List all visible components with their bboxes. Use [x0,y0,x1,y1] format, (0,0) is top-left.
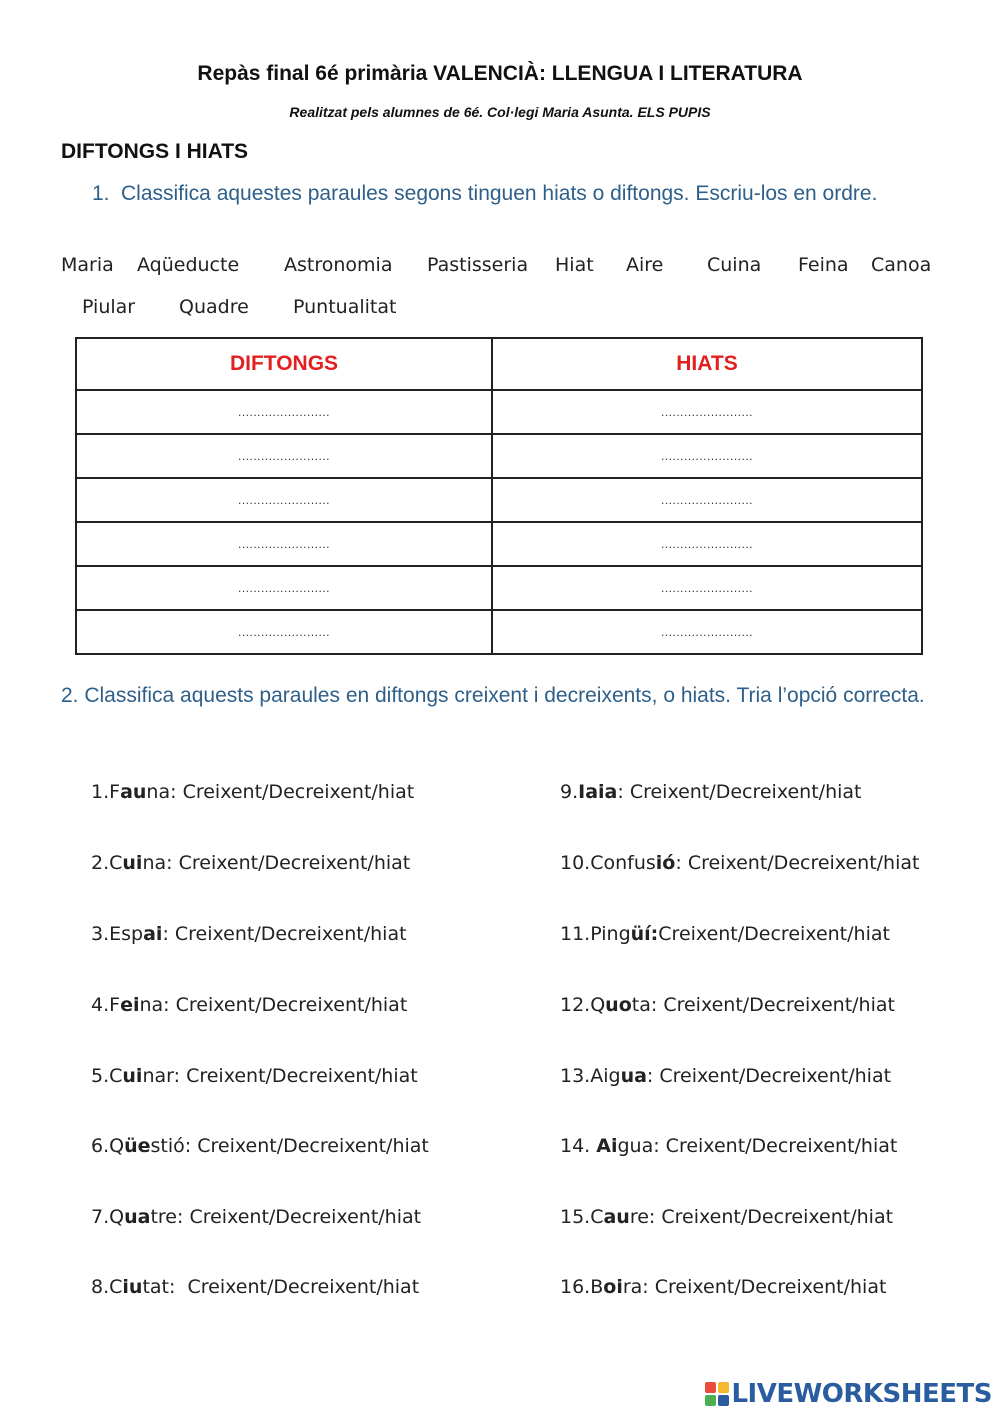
word-item: Quadre [179,296,249,318]
quiz-item: 5.Cuinar: Creixent/Decreixent/hiat [91,1065,418,1087]
diftong-answer-field[interactable]: ........................ [76,390,492,434]
table-row [76,434,922,478]
word-item: Piular [82,296,136,318]
answer-options[interactable]: Creixent/Decreixent/hiat [629,781,862,803]
quiz-item: 9.Iaia: Creixent/Decreixent/hiat [560,781,862,803]
liveworksheets-logo [705,1379,992,1409]
page-subtitle: Realitzat pels alumnes de 6é. Col·legi Maria Asunta. ELS PUPIS [289,104,711,120]
quiz-item: 16.Boira: Creixent/Decreixent/hiat [560,1276,887,1298]
table-row [76,522,922,566]
section-heading: DIFTONGS I HIATS [61,140,249,163]
word-item: Astronomia [284,254,393,276]
word-item: Pastisseria [427,254,529,276]
quiz-item: 8.Ciutat: Creixent/Decreixent/hiat [91,1276,420,1298]
answer-options[interactable]: Creixent/Decreixent/hiat [182,781,415,803]
answer-options[interactable]: Creixent/Decreixent/hiat [174,923,407,945]
table-row [76,610,922,654]
word-bank-row-2 [0,296,1000,324]
answer-options[interactable]: Creixent/Decreixent/hiat [197,1135,429,1157]
hiat-answer-field[interactable]: ........................ [492,522,922,566]
quiz-item: 6.Qüestió: Creixent/Decreixent/hiat [91,1135,429,1157]
hiat-answer-field[interactable]: ........................ [492,610,922,654]
table-header-row [76,338,922,390]
quiz-item: 4.Feina: Creixent/Decreixent/hiat [91,994,408,1016]
answer-options[interactable]: Creixent/Decreixent/hiat [189,1206,422,1228]
quiz-item: 7.Quatre: Creixent/Decreixent/hiat [91,1206,422,1228]
answer-options[interactable]: Creixent/Decreixent/hiat [654,1276,887,1298]
liveworksheets-logo-text: LIVEWORKSHEETS [731,1379,992,1409]
diftong-answer-field[interactable]: ........................ [76,522,492,566]
classification-table [75,337,923,655]
answer-options[interactable]: Creixent/Decreixent/hiat [661,1206,894,1228]
answer-options[interactable]: Creixent/Decreixent/hiat [659,1065,892,1087]
answer-options[interactable]: Creixent/Decreixent/hiat [658,923,890,945]
answer-options[interactable]: Creixent/Decreixent/hiat [663,994,895,1016]
table-row [76,390,922,434]
quiz-item: 14. Aigua: Creixent/Decreixent/hiat [560,1135,898,1157]
answer-options[interactable]: Creixent/Decreixent/hiat [175,994,408,1016]
word-item: Aire [626,254,664,276]
quiz-item: 11.Pingüí:Creixent/Decreixent/hiat [560,923,890,945]
page-title: Repàs final 6é primària VALENCIÀ: LLENGUA I LITERATURA [197,62,803,85]
hiats-header: HIATS [492,338,922,390]
quiz-item: 15.Caure: Creixent/Decreixent/hiat [560,1206,894,1228]
table-row [76,566,922,610]
table-row [76,478,922,522]
diftong-answer-field[interactable]: ........................ [76,434,492,478]
liveworksheets-logo-icon [705,1382,729,1406]
answer-options[interactable]: Creixent/Decreixent/hiat [187,1276,420,1298]
hiat-answer-field[interactable]: ........................ [492,566,922,610]
word-item: Canoa [871,254,932,276]
hiat-answer-field[interactable]: ........................ [492,478,922,522]
answer-options[interactable]: Creixent/Decreixent/hiat [186,1065,418,1087]
word-item: Hiat [555,254,594,276]
word-item: Puntualitat [293,296,397,318]
quiz-item: 3.Espai: Creixent/Decreixent/hiat [91,923,407,945]
quiz-item: 10.Confusió: Creixent/Decreixent/hiat [560,852,920,874]
answer-options[interactable]: Creixent/Decreixent/hiat [178,852,411,874]
diftong-answer-field[interactable]: ........................ [76,478,492,522]
answer-options[interactable]: Creixent/Decreixent/hiat [687,852,920,874]
quiz-item: 2.Cuina: Creixent/Decreixent/hiat [91,852,411,874]
hiat-answer-field[interactable]: ........................ [492,390,922,434]
quiz-item: 13.Aigua: Creixent/Decreixent/hiat [560,1065,892,1087]
hiat-answer-field[interactable]: ........................ [492,434,922,478]
exercise1-text: Classifica aquestes paraules segons tinguen hiats o diftongs. Escriu-los en ordre. [121,182,878,205]
diftongs-header: DIFTONGS [76,338,492,390]
quiz-item: 1.Fauna: Creixent/Decreixent/hiat [91,781,415,803]
word-bank-row-1 [0,254,1000,282]
exercise1-number: 1. [92,182,110,205]
word-item: Aqüeducte [137,254,240,276]
exercise1-instruction [92,179,940,208]
answer-options[interactable]: Creixent/Decreixent/hiat [665,1135,898,1157]
word-item: Feina [798,254,849,276]
word-item: Cuina [707,254,762,276]
diftong-answer-field[interactable]: ........................ [76,566,492,610]
diftong-answer-field[interactable]: ........................ [76,610,492,654]
word-item: Maria [61,254,114,276]
exercise2-instruction: 2. Classifica aquests paraules en diftongs creixent i decreixents, o hiats. Tria l’opció correcta. [61,684,925,707]
quiz-item: 12.Quota: Creixent/Decreixent/hiat [560,994,895,1016]
